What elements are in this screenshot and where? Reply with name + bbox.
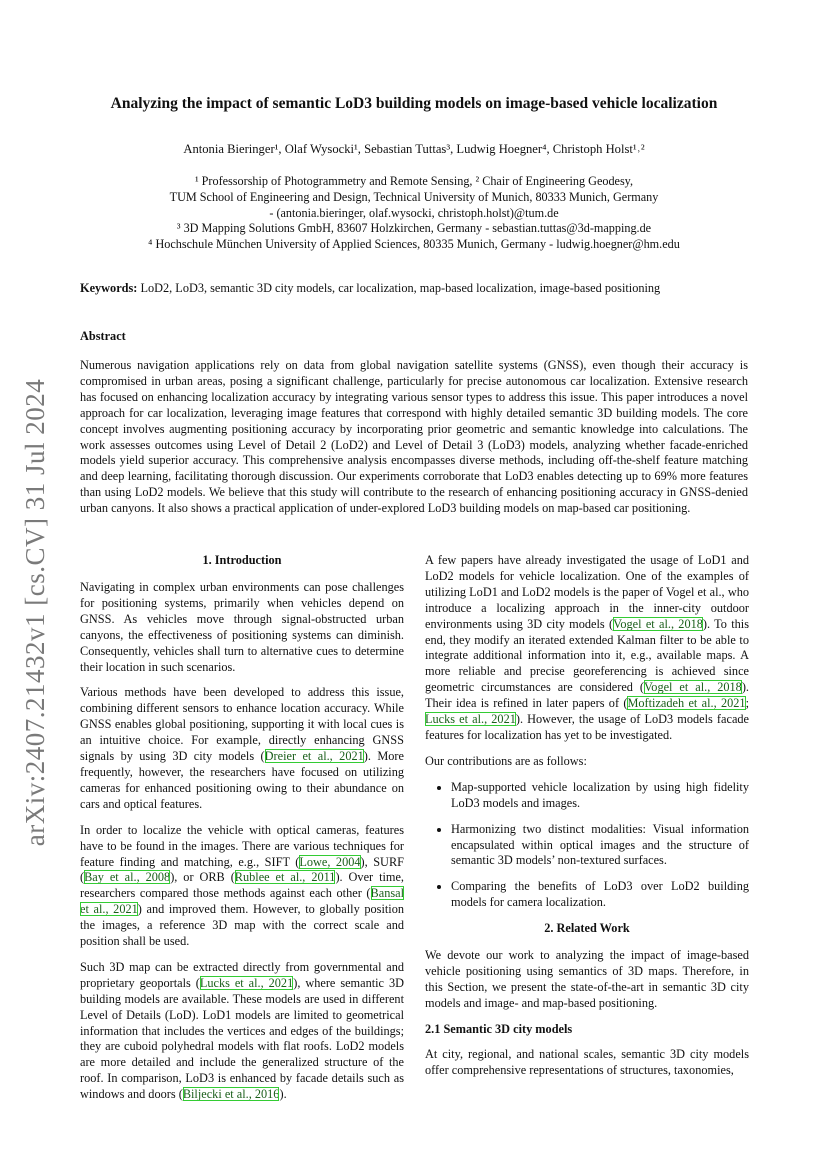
contribution-list: [425, 780, 749, 911]
citation-link[interactable]: Dreier et al., 2021: [264, 749, 364, 764]
paragraph: A few papers have already investigated the usage of LoD1 and LoD2 models for vehicle localization. One of the examples of utilizing LoD1 and LoD2 models is the paper of Vogel et al., who introduce a localizing approach in the inner-city outdoor environments using 3D city models (Vogel et al., 2018). To this end, they modify an iterated extended Kalman filter to be able to integrate additional information into it, e.g., available maps. A more reliable and precise georeferencing is achieved since geometric circumstances are considered (Vogel et al., 2018). Their idea is refined in later papers of (Moftizadeh et al., 2021; Lucks et al., 2021). However, the usage of LoD3 models facade features for localization has yet to be investigated.: [425, 553, 750, 742]
affiliations: [80, 174, 748, 253]
citation-link[interactable]: Lucks et al., 2021: [425, 712, 516, 727]
abstract-heading: Abstract: [80, 329, 126, 343]
citation-link[interactable]: Bansal et al., 2021: [80, 886, 404, 917]
arxiv-stamp: [18, 372, 54, 852]
citation-link[interactable]: Vogel et al., 2018: [644, 680, 742, 695]
citation-link[interactable]: Bay et al., 2008: [84, 870, 171, 885]
paragraph: Navigating in complex urban environments can pose challenges for positioning systems, primarily when vehicles depend on GNSS. As vehicles move through signal-obstructed urban canyons, the effectiveness of positioning systems can diminish. Consequently, vehicles shall turn to alternative cues to determine their location in such scenarios.: [80, 580, 404, 674]
affiliation-line: ³ 3D Mapping Solutions GmbH, 83607 Holzkirchen, Germany - sebastian.tuttas@3d-mapping.de: [176, 221, 652, 236]
affiliation-line: - (antonia.bieringer, olaf.wysocki, christoph.holst)@tum.de: [269, 205, 559, 220]
citation-link[interactable]: Biljecki et al., 2016: [182, 1087, 280, 1102]
paragraph: At city, regional, and national scales, semantic 3D city models offer comprehensive representations of structures, taxonomies,: [425, 1046, 749, 1077]
citation-link[interactable]: Moftizadeh et al., 2021: [627, 696, 746, 711]
affiliation-line: TUM School of Engineering and Design, Technical University of Munich, 80333 Munich, Germany: [169, 189, 659, 204]
arxiv-id: arXiv:2407.21432v1 [cs.CV] 31 Jul 2024: [20, 378, 51, 846]
paragraph: Such 3D map can be extracted directly from governmental and proprietary geoportals (Lucks et al., 2021), where semantic 3D building models are available. These models are used in different Level of Details (LoD). LoD1 models are limited to geometrical information that includes the vertices and edges of the buildings; they are cuboid polyhedral models with flat roofs. LoD2 models are more detailed and include the generalized structure of the roof. In comparison, LoD3 is enhanced by facade details such as windows and doors (Biljecki et al., 2016).: [80, 959, 404, 1102]
right-column: [425, 553, 749, 1089]
left-column: [80, 553, 404, 1113]
subsection-heading: 2.1 Semantic 3D city models: [425, 1021, 573, 1036]
list-item: • Harmonizing two distinct modalities: Visual information encapsulated within optical images and the structure of semantic 3D models’ non-textured surfaces.: [451, 822, 749, 870]
paragraph: We devote our work to analyzing the impact of image-based vehicle positioning using semantics of 3D maps. Therefore, in this Section, we present the state-of-the-art in semantic 3D city models and image- and map-based positioning.: [425, 948, 749, 1010]
keywords: [80, 281, 748, 296]
section-heading-introduction: 1. Introduction: [202, 553, 282, 567]
list-item: • Comparing the benefits of LoD3 over LoD2 building models for camera localization.: [451, 879, 749, 911]
abstract-text: Numerous navigation applications rely on data from global navigation satellite systems (GNSS), even though their accuracy is compromised in urban areas, posing a significant challenge, particularly for precise autonomous car localization. Extensive research has focused on enhancing localization accuracy by integrating various sensor types to address this issue. This paper introduces a novel approach for car localization, leveraging image features that correspond with highly detailed semantic 3D building models. The core concept involves augmenting positioning accuracy by incorporating prior geometric and semantic knowledge into calculations. The work assesses outcomes using Level of Detail 2 (LoD2) and Level of Detail 3 (LoD3) models, analyzing whether facade-enriched models yield superior accuracy. This comprehensive analysis encompasses diverse methods, including off-the-shelf feature matching and deep learning, facilitating thorough discussion. Our experiments corroborate that LoD3 enables detecting up to 69% more features than using LoD2 models. We believe that this study will contribute to the research of enhancing positioning accuracy in GNSS-denied urban canyons. It also shows a practical application of under-explored LoD3 building models on map-based car positioning.: [80, 358, 748, 516]
keywords-text: LoD2, LoD3, semantic 3D city models, car localization, map-based localization, image-based positioning: [137, 281, 661, 295]
paragraph: Our contributions are as follows:: [425, 753, 587, 768]
citation-link[interactable]: Lucks et al., 2021: [199, 975, 294, 990]
paragraph: In order to localize the vehicle with optical cameras, features have to be found in the images. There are various techniques for feature finding and matching, e.g., SIFT (Lowe, 2004), SURF (Bay et al., 2008), or ORB (Rublee et al., 2011). Over time, researchers compared those methods against each other (Bansal et al., 2021) and improved them. However, to globally position the images, a reference 3D map with the correct scale and position shall be used.: [80, 822, 404, 949]
keywords-label: Keywords:: [80, 281, 138, 295]
list-item: • Map-supported vehicle localization by using high fidelity LoD3 models and images.: [451, 780, 749, 812]
affiliation-line: ¹ Professorship of Photogrammetry and Remote Sensing, ² Chair of Engineering Geodesy,: [194, 174, 634, 188]
citation-link[interactable]: Vogel et al., 2018: [613, 616, 703, 631]
citation-link[interactable]: Rublee et al., 2011: [234, 870, 336, 885]
section-heading-related-work: 2. Related Work: [544, 921, 630, 936]
citation-link[interactable]: Lowe, 2004: [299, 854, 361, 869]
affiliation-line: ⁴ Hochschule München University of Applied Sciences, 80335 Munich, Germany - ludwig.hoegner@hm.edu: [148, 237, 680, 252]
author-list: Antonia Bieringer¹, Olaf Wysocki¹, Sebastian Tuttas³, Ludwig Hoegner⁴, Christoph Holst¹˒²: [183, 142, 645, 156]
paper-title: Analyzing the impact of semantic LoD3 building models on image-based vehicle localization: [110, 95, 718, 112]
paragraph: Various methods have been developed to address this issue, combining different sensors to enhance location accuracy. While GNSS enables global positioning, supporting it with local cues is an intuitive choice. For example, directly enhancing GNSS signals by using 3D city models (Dreier et al., 2021). More frequently, however, the researchers have focused on utilizing cameras for enhanced positioning owing to their abundance on cars and optical features.: [80, 685, 404, 811]
